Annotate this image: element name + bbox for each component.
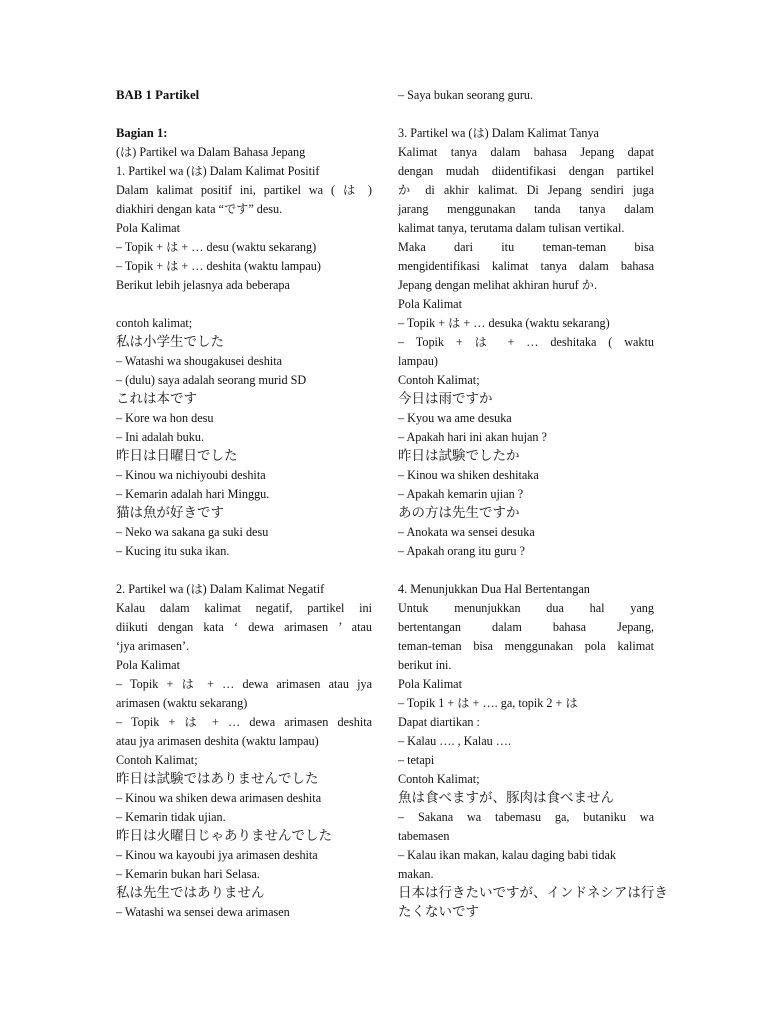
left-text-line: – Kinou wa shiken dewa arimasen deshita (116, 791, 322, 805)
left-text-line: – Topik + は + … dewa arimasen atau jya (116, 677, 372, 691)
left-japanese-example: 私は先生ではありません (116, 885, 265, 901)
right-text-line: – Topik 1 + は + …. ga, topik 2 + は (398, 696, 578, 710)
left-japanese-example: 昨日は火曜日じゃありませんでした (116, 828, 332, 844)
left-japanese-example: 私は小学生でした (116, 334, 224, 350)
right-blank-line (398, 105, 654, 124)
right-text-line: bertentangan dalam bahasa Jepang, (398, 620, 654, 634)
left-text-line: Pola Kalimat (116, 221, 180, 235)
left-text-line: – Ini adalah buku. (116, 430, 204, 444)
right-text-line: berikut ini. (398, 658, 452, 672)
right-text-line: – Topik + は + … deshitaka ( waktu (398, 335, 654, 349)
left-text-line: diikuti dengan kata ‘ dewa arimasen ’ atau (116, 620, 372, 634)
left-blank-line (116, 561, 372, 580)
right-japanese-example: 日本は行きたいですが、インドネシアは行き (398, 885, 668, 901)
left-text-line: – Kemarin tidak ujian. (116, 810, 226, 824)
right-text-line: – Apakah orang itu guru ? (398, 544, 525, 558)
left-japanese-example: これは本です (116, 391, 197, 407)
right-text-line: mengidentifikasi kalimat tanya dalam bahasa (398, 259, 654, 273)
right-text-line: か di akhir kalimat. Di Jepang sendiri juga (398, 183, 654, 197)
left-text-line: Dalam kalimat positif ini, partikel wa ( は ) (116, 183, 372, 197)
left-text-line: ‘jya arimasen’. (116, 639, 190, 653)
left-section-heading: Bagian 1: (116, 126, 168, 140)
left-text-line: Berikut lebih jelasnya ada beberapa (116, 278, 290, 292)
right-text-line: Pola Kalimat (398, 677, 462, 691)
right-text-line: – Sakana wa tabemasu ga, butaniku wa (398, 810, 654, 824)
left-text-line: contoh kalimat; (116, 316, 193, 330)
right-blank-line (398, 561, 654, 580)
right-text-line: – Kinou wa shiken deshitaka (398, 468, 539, 482)
left-text-line: – Kemarin bukan hari Selasa. (116, 867, 260, 881)
left-japanese-example: 昨日は試験ではありませんでした (116, 771, 319, 787)
right-text-line: – Topik + は + … desuka (waktu sekarang) (398, 316, 610, 330)
right-text-line: Contoh Kalimat; (398, 373, 480, 387)
left-text-line: – Topik + は + … dewa arimasen deshita (116, 715, 372, 729)
left-text-line: atau jya arimasen deshita (waktu lampau) (116, 734, 319, 748)
right-text-line: – Anokata wa sensei desuka (398, 525, 535, 539)
right-text-line: tabemasen (398, 829, 450, 843)
left-text-line: – Topik + は + … desu (waktu sekarang) (116, 240, 317, 254)
right-text-line: jarang menggunakan tanda tanya dalam (398, 202, 654, 216)
right-text-line: Pola Kalimat (398, 297, 462, 311)
right-column (398, 86, 668, 922)
right-text-line: – tetapi (398, 753, 435, 767)
right-text-line: – Kalau ikan makan, kalau daging babi tidak (398, 848, 616, 862)
left-japanese-example: 猫は魚が好きです (116, 505, 224, 521)
left-text-line: Pola Kalimat (116, 658, 180, 672)
right-japanese-example: 今日は雨ですか (398, 391, 493, 407)
left-text-line: – Neko wa sakana ga suki desu (116, 525, 269, 539)
left-text-line: – Kinou wa kayoubi jya arimasen deshita (116, 848, 318, 862)
right-text-line: – Apakah hari ini akan hujan ? (398, 430, 547, 444)
left-text-line: diakhiri dengan kata “です” desu. (116, 202, 283, 216)
left-text-line: 1. Partikel wa (は) Dalam Kalimat Positif (116, 164, 320, 178)
left-text-line: – Kore wa hon desu (116, 411, 214, 425)
right-text-line: – Apakah kemarin ujian ? (398, 487, 524, 501)
left-text-line: – (dulu) saya adalah seorang murid SD (116, 373, 307, 387)
right-text-line: Contoh Kalimat; (398, 772, 480, 786)
right-text-line: – Saya bukan seorang guru. (398, 88, 534, 102)
left-text-line: – Kemarin adalah hari Minggu. (116, 487, 270, 501)
left-text-line: – Kinou wa nichiyoubi deshita (116, 468, 266, 482)
left-text-line: – Topik + は + … deshita (waktu lampau) (116, 259, 321, 273)
right-text-line: – Kalau …. , Kalau …. (398, 734, 512, 748)
right-text-line: Dapat diartikan : (398, 715, 480, 729)
left-text-line: – Kucing itu suka ikan. (116, 544, 230, 558)
right-text-line: teman-teman bisa menggunakan pola kalimat (398, 639, 654, 653)
right-japanese-example: 魚は食べますが、豚肉は食べません (398, 790, 614, 806)
left-text-line: – Watashi wa shougakusei deshita (116, 354, 282, 368)
left-text-line: 2. Partikel wa (は) Dalam Kalimat Negatif (116, 582, 325, 596)
right-text-line: Kalimat tanya dalam bahasa Jepang dapat (398, 145, 654, 159)
right-text-line: 4. Menunjukkan Dua Hal Bertentangan (398, 582, 590, 596)
left-japanese-example: 昨日は日曜日でした (116, 448, 238, 464)
left-text-line: – Watashi wa sensei dewa arimasen (116, 905, 290, 919)
right-text-line: Jepang dengan melihat akhiran huruf か. (398, 278, 597, 292)
right-japanese-example: あの方は先生ですか (398, 505, 520, 521)
left-blank-line (116, 295, 372, 314)
left-text-line: arimasen (waktu sekarang) (116, 696, 248, 710)
right-text-line: dengan mudah diidentifikasi dengan partikel (398, 164, 654, 178)
right-text-line: lampau) (398, 354, 438, 368)
left-text-line: Kalau dalam kalimat negatif, partikel ini (116, 601, 372, 615)
right-text-line: kalimat tanya, terutama dalam tulisan vertikal. (398, 221, 625, 235)
right-text-line: Untuk menunjukkan dua hal yang (398, 601, 654, 615)
left-blank-line (116, 105, 372, 124)
left-document-title: BAB 1 Partikel (116, 88, 200, 102)
right-japanese-example: 昨日は試験でしたか (398, 448, 520, 464)
right-text-line: Maka dari itu teman-teman bisa (398, 240, 654, 254)
right-japanese-example: たくないです (398, 904, 479, 920)
left-text-line: Contoh Kalimat; (116, 753, 198, 767)
right-text-line: – Kyou wa ame desuka (398, 411, 512, 425)
left-column (116, 86, 372, 922)
right-text-line: 3. Partikel wa (は) Dalam Kalimat Tanya (398, 126, 599, 140)
right-text-line: makan. (398, 867, 434, 881)
left-text-line: (は) Partikel wa Dalam Bahasa Jepang (116, 145, 306, 159)
